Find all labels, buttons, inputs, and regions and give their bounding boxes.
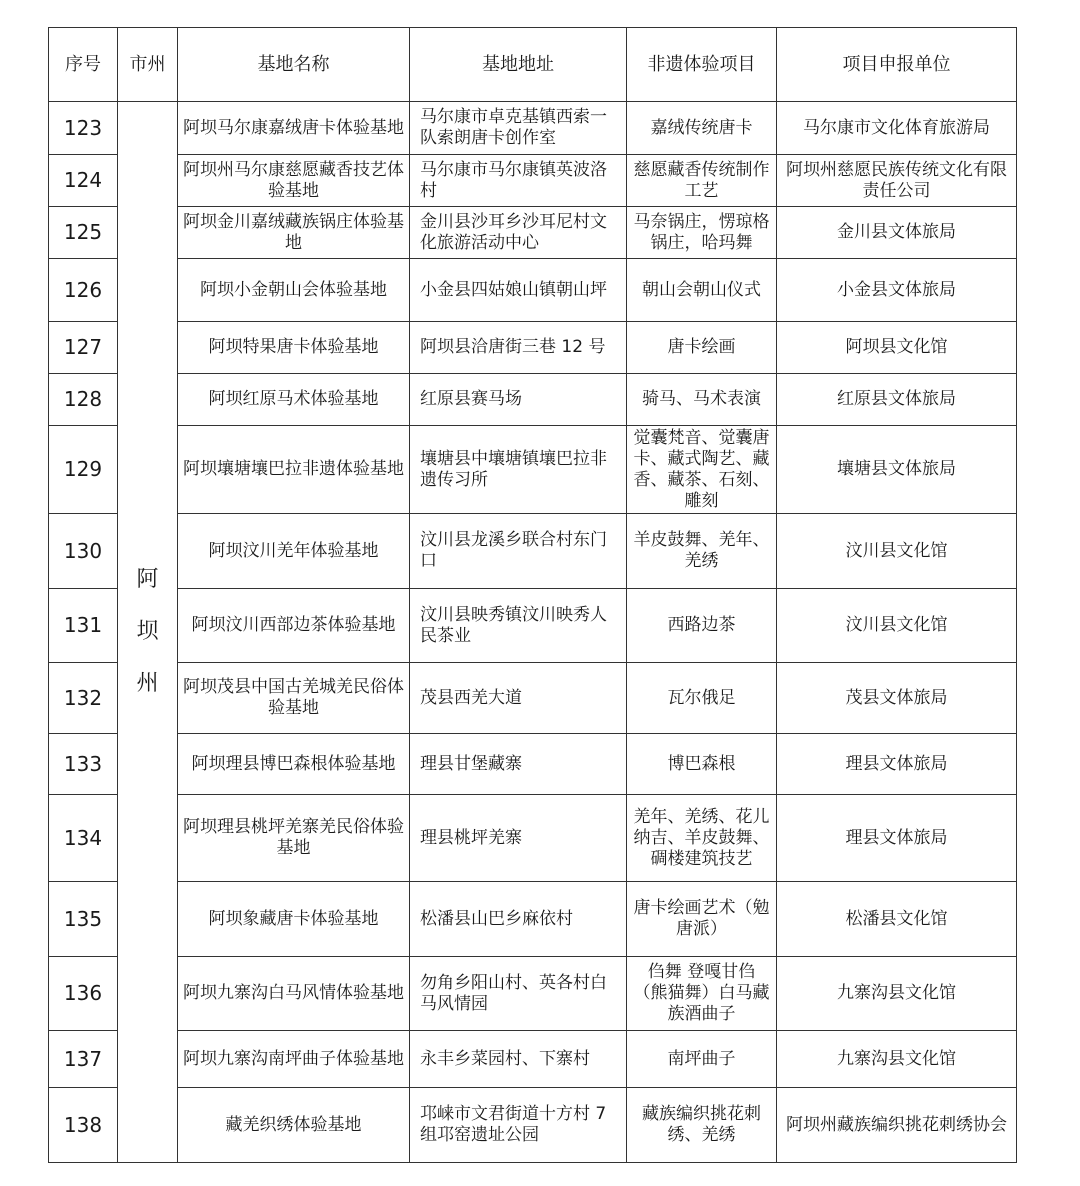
heritage-project: 唐卡绘画	[627, 322, 777, 374]
table-row	[49, 589, 1017, 663]
table-row	[49, 514, 1017, 589]
heritage-project: 西路边茶	[627, 589, 777, 663]
row-index: 137	[49, 1031, 118, 1088]
heritage-project: 朝山会朝山仪式	[627, 259, 777, 322]
heritage-project: 㑇舞 登嘎甘㑇（熊猫舞）白马藏族酒曲子	[627, 957, 777, 1031]
heritage-project: 觉囊梵音、觉囊唐卡、藏式陶艺、藏香、藏茶、石刻、雕刻	[627, 426, 777, 514]
reporting-unit: 壤塘县文体旅局	[777, 426, 1017, 514]
base-address: 马尔康市卓克基镇西索一队索朗唐卡创作室	[410, 102, 627, 155]
heritage-project: 唐卡绘画艺术（勉唐派）	[627, 882, 777, 957]
table-row	[49, 102, 1017, 155]
row-index: 129	[49, 426, 118, 514]
row-index: 136	[49, 957, 118, 1031]
reporting-unit: 汶川县文化馆	[777, 589, 1017, 663]
base-name: 阿坝茂县中国古羌城羌民俗体验基地	[178, 663, 410, 734]
table-row	[49, 1031, 1017, 1088]
base-name: 阿坝九寨沟南坪曲子体验基地	[178, 1031, 410, 1088]
row-index: 126	[49, 259, 118, 322]
row-index: 127	[49, 322, 118, 374]
header-city: 市州	[118, 28, 178, 102]
base-address: 汶川县龙溪乡联合村东门口	[410, 514, 627, 589]
base-name: 阿坝州马尔康慈愿藏香技艺体验基地	[178, 155, 410, 207]
reporting-unit: 理县文体旅局	[777, 795, 1017, 882]
heritage-project: 嘉绒传统唐卡	[627, 102, 777, 155]
row-index: 128	[49, 374, 118, 426]
row-index: 130	[49, 514, 118, 589]
base-name: 藏羌织绣体验基地	[178, 1088, 410, 1163]
base-address: 勿角乡阳山村、英各村白马风情园	[410, 957, 627, 1031]
base-name: 阿坝九寨沟白马风情体验基地	[178, 957, 410, 1031]
base-address: 金川县沙耳乡沙耳尼村文化旅游活动中心	[410, 207, 627, 259]
header-base-name: 基地名称	[178, 28, 410, 102]
base-name: 阿坝理县桃坪羌寨羌民俗体验基地	[178, 795, 410, 882]
table-row	[49, 374, 1017, 426]
heritage-project: 羊皮鼓舞、羌年、羌绣	[627, 514, 777, 589]
base-address: 理县甘堡藏寨	[410, 734, 627, 795]
heritage-project: 瓦尔俄足	[627, 663, 777, 734]
base-name: 阿坝汶川羌年体验基地	[178, 514, 410, 589]
base-name: 阿坝壤塘壤巴拉非遗体验基地	[178, 426, 410, 514]
base-address: 汶川县映秀镇汶川映秀人民茶业	[410, 589, 627, 663]
table-row	[49, 882, 1017, 957]
reporting-unit: 红原县文体旅局	[777, 374, 1017, 426]
row-index: 132	[49, 663, 118, 734]
row-index: 134	[49, 795, 118, 882]
base-name: 阿坝理县博巴森根体验基地	[178, 734, 410, 795]
base-address: 邛崃市文君街道十方村 7 组邛窑遗址公园	[410, 1088, 627, 1163]
base-address: 马尔康市马尔康镇英波洛村	[410, 155, 627, 207]
base-address: 松潘县山巴乡麻依村	[410, 882, 627, 957]
base-address: 小金县四姑娘山镇朝山坪	[410, 259, 627, 322]
heritage-project: 羌年、羌绣、花儿纳吉、羊皮鼓舞、碉楼建筑技艺	[627, 795, 777, 882]
city-char: 州	[136, 671, 159, 696]
row-index: 131	[49, 589, 118, 663]
table-row	[49, 663, 1017, 734]
table-body	[49, 102, 1017, 1163]
reporting-unit: 松潘县文化馆	[777, 882, 1017, 957]
table-row	[49, 795, 1017, 882]
header-base-address: 基地地址	[410, 28, 627, 102]
table-row	[49, 1088, 1017, 1163]
reporting-unit: 马尔康市文化体育旅游局	[777, 102, 1017, 155]
city-cell	[118, 102, 178, 1163]
row-index: 135	[49, 882, 118, 957]
reporting-unit: 九寨沟县文化馆	[777, 1031, 1017, 1088]
reporting-unit: 阿坝县文化馆	[777, 322, 1017, 374]
reporting-unit: 汶川县文化馆	[777, 514, 1017, 589]
reporting-unit: 金川县文体旅局	[777, 207, 1017, 259]
base-address: 壤塘县中壤塘镇壤巴拉非遗传习所	[410, 426, 627, 514]
reporting-unit: 阿坝州慈愿民族传统文化有限责任公司	[777, 155, 1017, 207]
reporting-unit: 茂县文体旅局	[777, 663, 1017, 734]
heritage-project: 藏族编织挑花刺绣、羌绣	[627, 1088, 777, 1163]
table-row	[49, 207, 1017, 259]
table-row	[49, 259, 1017, 322]
table-row	[49, 155, 1017, 207]
row-index: 125	[49, 207, 118, 259]
heritage-project: 慈愿藏香传统制作工艺	[627, 155, 777, 207]
base-name: 阿坝特果唐卡体验基地	[178, 322, 410, 374]
base-name: 阿坝马尔康嘉绒唐卡体验基地	[178, 102, 410, 155]
reporting-unit: 小金县文体旅局	[777, 259, 1017, 322]
row-index: 138	[49, 1088, 118, 1163]
base-name: 阿坝汶川西部边茶体验基地	[178, 589, 410, 663]
table-row	[49, 426, 1017, 514]
base-address: 永丰乡菜园村、下寨村	[410, 1031, 627, 1088]
heritage-project: 南坪曲子	[627, 1031, 777, 1088]
reporting-unit: 阿坝州藏族编织挑花刺绣协会	[777, 1088, 1017, 1163]
row-index: 123	[49, 102, 118, 155]
heritage-project: 博巴森根	[627, 734, 777, 795]
heritage-base-table	[48, 27, 1017, 1163]
table-row	[49, 734, 1017, 795]
base-address: 红原县赛马场	[410, 374, 627, 426]
base-address: 阿坝县洽唐街三巷 12 号	[410, 322, 627, 374]
reporting-unit: 九寨沟县文化馆	[777, 957, 1017, 1031]
heritage-project: 骑马、马术表演	[627, 374, 777, 426]
row-index: 133	[49, 734, 118, 795]
header-row	[49, 28, 1017, 102]
header-project: 非遗体验项目	[627, 28, 777, 102]
base-name: 阿坝金川嘉绒藏族锅庄体验基地	[178, 207, 410, 259]
base-name: 阿坝红原马术体验基地	[178, 374, 410, 426]
base-address: 茂县西羌大道	[410, 663, 627, 734]
header-unit: 项目申报单位	[777, 28, 1017, 102]
table-row	[49, 322, 1017, 374]
city-char: 坝	[136, 619, 159, 644]
table-row	[49, 957, 1017, 1031]
row-index: 124	[49, 155, 118, 207]
header-index: 序号	[49, 28, 118, 102]
base-address: 理县桃坪羌寨	[410, 795, 627, 882]
reporting-unit: 理县文体旅局	[777, 734, 1017, 795]
base-name: 阿坝小金朝山会体验基地	[178, 259, 410, 322]
city-char: 阿	[136, 567, 159, 592]
heritage-project: 马奈锅庄，愣琼格锅庄，哈玛舞	[627, 207, 777, 259]
base-name: 阿坝象藏唐卡体验基地	[178, 882, 410, 957]
